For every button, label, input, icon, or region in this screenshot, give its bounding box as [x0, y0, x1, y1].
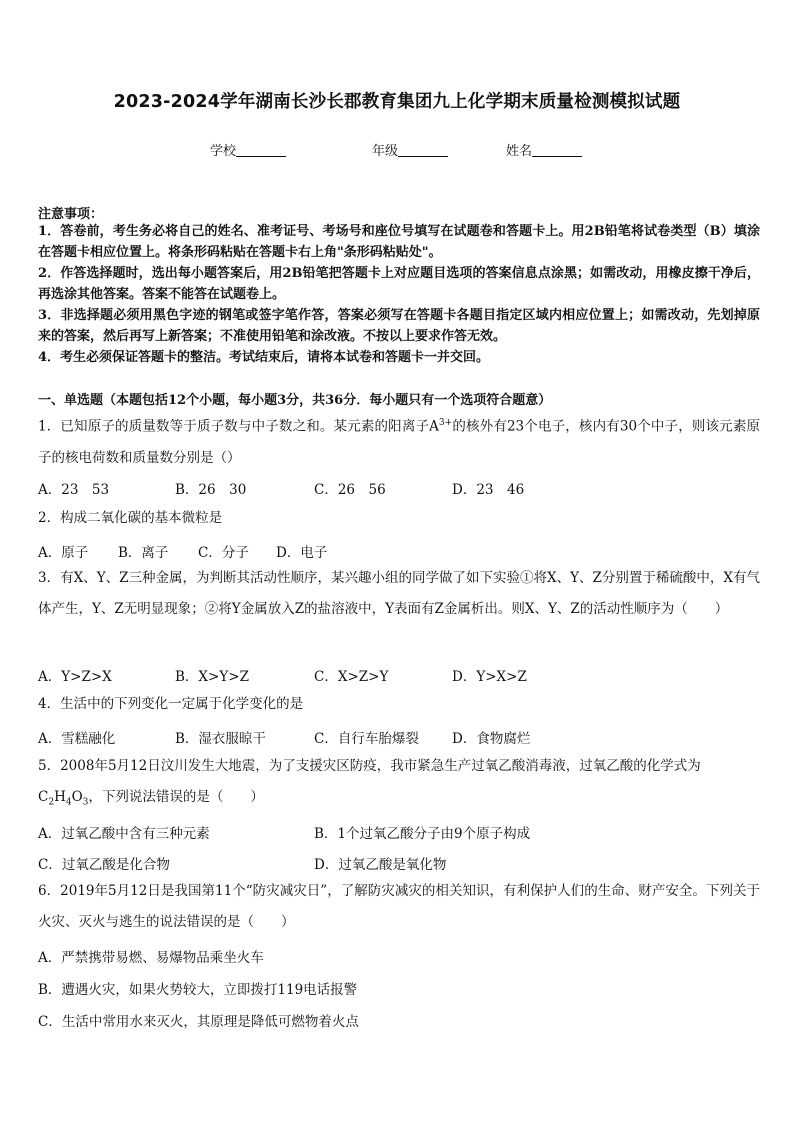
option-b[interactable]: B．26 30: [175, 482, 247, 498]
option-a[interactable]: A．原子: [38, 545, 89, 561]
grade-label: 年级: [372, 144, 399, 159]
question-4-options: [38, 727, 760, 747]
name-blank[interactable]: [532, 143, 582, 157]
formula-sub: 4: [65, 797, 72, 808]
option-a[interactable]: A．23 53: [38, 482, 110, 498]
q1-stem-part: 1．已知原子的质量数等于质子数与中子数之和。某元素的阳离子A: [38, 418, 439, 435]
notes-list: [38, 221, 760, 368]
q5-stem-part: 5．2008年5月12日汶川发生大地震，为了支援灾区防疫，我市紧急生产过氧乙酸消毒液，过氧乙酸的化学式为: [38, 758, 701, 774]
question-5-stem-cont: [38, 782, 760, 819]
name-field: [506, 140, 582, 159]
question-5-options-row1: [38, 822, 760, 842]
question-1-stem: [38, 408, 760, 474]
question-3-stem: 3．有X、Y、Z三种金属，为判断其活动性顺序，某兴趣小组的同学做了如下实验①将X、Y、Z分别置于稀硫酸中，X有气体产生，Y、Z无明显现象；②将Y金属放入Z的盐溶液中，Y表面有Z金属析出。则X、Y、Z的活动性顺序为（ ）: [38, 570, 761, 617]
option-a[interactable]: A．雪糕融化: [38, 731, 116, 747]
formula-sub: 3: [82, 797, 89, 808]
option-b[interactable]: B．遭遇火灾，如果火势较大，立即拨打119电话报警: [38, 982, 358, 998]
note-item: 3．非选择题必须用黑色字迹的钢笔或签字笔作答，答案必须写在答题卡各题目指定区域内相应位置上；如需改动，先划掉原来的答案，然后再写上新答案；不准使用铅笔和涂改液。不按以上要求作答无效。: [38, 308, 760, 344]
option-b[interactable]: B．1个过氧乙酸分子由9个原子构成: [314, 826, 531, 842]
option-a[interactable]: A．过氧乙酸中含有三种元素: [38, 826, 210, 842]
grade-blank[interactable]: [398, 143, 448, 157]
question-4-stem: 4．生活中的下列变化一定属于化学变化的是: [38, 696, 304, 712]
section-heading: 一、单选题（本题包括12个小题，每小题3分，共36分．每小题只有一个选项符合题意）: [38, 393, 552, 408]
q1-charge: 3+: [438, 418, 453, 428]
note-item: 2．作答选择题时，选出每小题答案后，用2B铅笔把答题卡上对应题目选项的答案信息点涂黑；如需改动，用橡皮擦干净后，再选涂其他答案。答案不能答在试题卷上。: [38, 266, 760, 302]
option-c[interactable]: C．自行车胎爆裂: [314, 731, 419, 747]
option-c[interactable]: C．生活中常用水来灭火，其原理是降低可燃物着火点: [38, 1014, 359, 1030]
formula-sub: 2: [48, 797, 55, 808]
option-d[interactable]: D．食物腐烂: [452, 731, 531, 747]
option-c[interactable]: C．过氧乙酸是化合物: [38, 857, 170, 873]
option-d[interactable]: D．过氧乙酸是氧化物: [314, 857, 447, 873]
formula-c: C: [38, 789, 49, 805]
formula-o: O: [71, 789, 83, 805]
option-b[interactable]: B．离子: [118, 545, 169, 561]
question-5-options-row2: [38, 853, 760, 873]
question-6-stem: 6．2019年5月12日是我国第11个“防灾减灾日”，了解防灾减灾的相关知识，有利保护人们的生命、财产安全。下列关于火灾、灭火与逃生的说法错误的是（ ）: [38, 883, 760, 930]
school-field: [210, 140, 286, 159]
q5-stem-part: ，下列说法错误的是（ ）: [88, 789, 264, 805]
option-c[interactable]: C．26 56: [314, 482, 386, 498]
formula-h: H: [54, 789, 66, 805]
question-2-options: [38, 541, 760, 561]
option-d[interactable]: D．Y>X>Z: [452, 669, 527, 685]
option-d[interactable]: D．23 46: [452, 482, 525, 498]
chemical-formula: [38, 789, 89, 808]
note-item: 1．答卷前，考生务必将自己的姓名、准考证号、考场号和座位号填写在试题卷和答题卡上。用2B铅笔将试卷类型（B）填涂在答题卡相应位置上。将条形码粘贴在答题卡右上角"条形码粘贴处"。: [38, 224, 760, 260]
school-label: 学校: [210, 144, 237, 159]
q1-stem-part: 的核外有23个电子，核内有30个中子，则该元素原子的核电荷数和质量数分别是（）: [38, 418, 761, 466]
option-b[interactable]: B．X>Y>Z: [175, 669, 249, 685]
note-item: 4．考生必须保证答题卡的整洁。考试结束后，请将本试卷和答题卡一并交回。: [38, 350, 490, 365]
option-c[interactable]: C．分子: [198, 545, 249, 561]
option-b[interactable]: B．湿衣服晾干: [175, 731, 266, 747]
name-label: 姓名: [506, 144, 533, 159]
option-d[interactable]: D．电子: [276, 545, 328, 561]
exam-title: 2023-2024学年湖南长沙长郡教育集团九上化学期末质量检测模拟试题: [113, 92, 681, 112]
option-c[interactable]: C．X>Z>Y: [314, 669, 389, 685]
option-a[interactable]: A．严禁携带易燃、易爆物品乘坐火车: [38, 950, 264, 966]
option-a[interactable]: A．Y>Z>X: [38, 669, 112, 685]
question-5-stem: [38, 751, 760, 782]
question-3-options: [38, 665, 760, 685]
question-2-stem: 2．构成二氧化碳的基本微粒是: [38, 510, 223, 526]
question-1-options: [38, 478, 760, 498]
notes-heading: 注意事项：: [38, 207, 104, 222]
school-blank[interactable]: [236, 143, 286, 157]
grade-field: [372, 140, 448, 159]
